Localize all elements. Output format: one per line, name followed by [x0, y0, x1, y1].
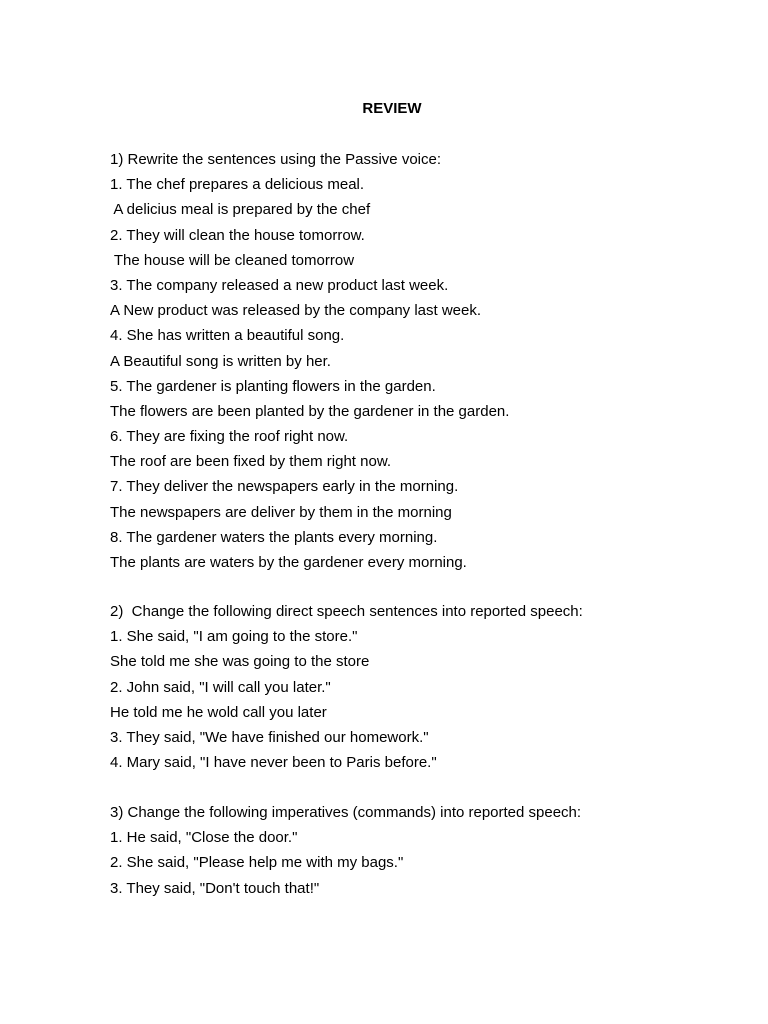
question-line: 4. Mary said, "I have never been to Paris before." [110, 754, 437, 772]
answer-line: The newspapers are deliver by them in the morning [110, 503, 452, 521]
answer-line: A New product was released by the company last week. [110, 302, 482, 320]
question-line: 3. They said, "Don't touch that!" [110, 879, 320, 897]
question-line: 7. They deliver the newspapers early in the morning. [110, 478, 459, 496]
question-line: 5. The gardener is planting flowers in the garden. [110, 377, 436, 395]
answer-line: A Beautiful song is written by her. [110, 352, 331, 370]
answer-line: The plants are waters by the gardener every morning. [110, 554, 467, 571]
answer-line: The roof are been fixed by them right now. [110, 453, 391, 471]
question-line: 3. The company released a new product last week. [110, 276, 449, 294]
question-line: 1. He said, "Close the door." [110, 829, 298, 847]
page-title: REVIEW [362, 100, 422, 117]
question-line: 3. They said, "We have finished our homework." [110, 728, 429, 746]
answer-line: The flowers are been planted by the gardener in the garden. [110, 402, 510, 420]
question-line: 1. She said, "I am going to the store." [110, 628, 358, 646]
answer-line: He told me he wold call you later [110, 703, 327, 721]
answer-line: A delicius meal is prepared by the chef [110, 201, 371, 219]
section-heading: 1) Rewrite the sentences using the Passive voice: [110, 151, 442, 168]
question-line: 2. John said, "I will call you later." [110, 678, 331, 696]
question-line: 6. They are fixing the roof right now. [110, 428, 349, 446]
question-line: 2. She said, "Please help me with my bags." [110, 854, 404, 872]
answer-line: The house will be cleaned tomorrow [110, 251, 355, 269]
section-reported-speech [110, 599, 730, 775]
section-heading: 2) Change the following direct speech sentences into reported speech: [110, 603, 583, 620]
answer-line: She told me she was going to the store [110, 653, 370, 671]
question-line: 8. The gardener waters the plants every morning. [110, 528, 438, 546]
section-heading: 3) Change the following imperatives (commands) into reported speech: [110, 804, 582, 821]
question-line: 4. She has written a beautiful song. [110, 327, 345, 345]
section-passive-voice [110, 147, 730, 575]
question-line: 1. The chef prepares a delicious meal. [110, 176, 365, 194]
section-imperatives [110, 800, 730, 901]
question-line: 2. They will clean the house tomorrow. [110, 226, 365, 244]
